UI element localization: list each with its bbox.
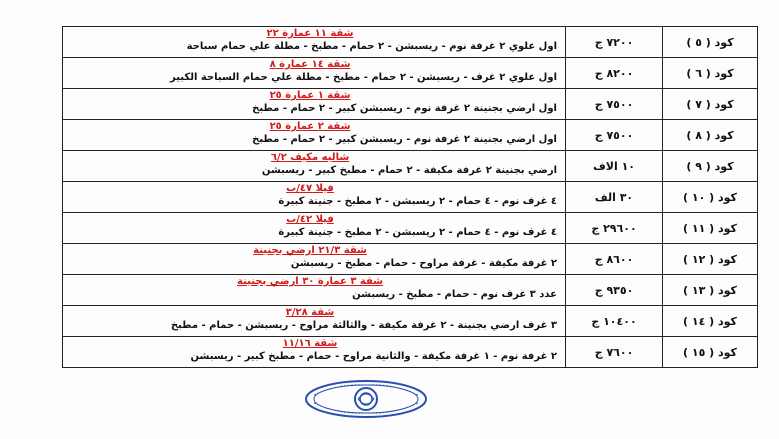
unit-description: ارضي بجنينة ٢ غرفة مكيفة - ٢ حمام - مطبخ كبير - ريسبشن	[261, 165, 557, 176]
unit-price: ١٠٤٠٠ ج	[566, 306, 663, 337]
unit-price: ٣٠ الف	[566, 182, 663, 213]
table-row	[63, 120, 758, 151]
listings-table	[62, 26, 758, 368]
unit-price: ٩٣٥٠ ج	[566, 275, 663, 306]
unit-details	[63, 120, 566, 151]
unit-code: كود ( ١٣ )	[663, 275, 758, 306]
unit-title: فيلا ٤٧/ب	[286, 183, 334, 194]
unit-code: كود ( ١٠ )	[663, 182, 758, 213]
unit-price: ٨٦٠٠ ج	[566, 244, 663, 275]
unit-code: كود ( ١٤ )	[663, 306, 758, 337]
table-row	[63, 58, 758, 89]
unit-description: ٢ غرفة نوم - ١ غرفة مكيفة - والثانية مراوح - حمام - مطبخ كبير - ريسبشن	[190, 351, 557, 362]
company-seal-icon	[300, 377, 432, 421]
unit-description: اول علوي ٢ غرف - ريسبشن - ٢ حمام - مطبخ - مطلة علي حمام السباحة الكبير	[170, 72, 557, 83]
unit-details	[63, 151, 566, 182]
unit-title: شقة ٣/٢٨	[285, 307, 335, 318]
unit-code: كود ( ٦ )	[663, 58, 758, 89]
unit-title: شقة ١٤ عمارة ٨	[269, 59, 351, 70]
unit-details	[63, 306, 566, 337]
table-row	[63, 275, 758, 306]
unit-code: كود ( ٥ )	[663, 27, 758, 58]
table-row	[63, 244, 758, 275]
unit-description: ٤ غرف نوم - ٤ حمام - ٢ ريسبشن - ٢ مطبخ - جنينة كبيرة	[278, 196, 557, 207]
table-row	[63, 337, 758, 368]
table-row	[63, 182, 758, 213]
unit-title: شقة ١١/١٦	[282, 338, 338, 349]
unit-code: كود ( ١٢ )	[663, 244, 758, 275]
unit-details	[63, 213, 566, 244]
unit-details	[63, 58, 566, 89]
unit-description: اول ارضي بجنينة ٢ غرفة نوم - ريسبشن كبير - ٢ حمام - مطبخ	[252, 103, 557, 114]
unit-details	[63, 27, 566, 58]
unit-code: كود ( ١٥ )	[663, 337, 758, 368]
unit-title: شقة ٢ عمارة ٢٥	[269, 121, 351, 132]
unit-details	[63, 182, 566, 213]
unit-price: ٧٥٠٠ ج	[566, 120, 663, 151]
unit-details	[63, 89, 566, 120]
unit-price: ٧٥٠٠ ج	[566, 89, 663, 120]
unit-title: شقة ٣ عمارة ٣٠ ارضي بجنينة	[236, 276, 384, 287]
unit-description: ٤ غرف نوم - ٤ حمام - ٢ ريسبشن - ٢ مطبخ - جنينة كبيرة	[278, 227, 557, 238]
unit-code: كود ( ٧ )	[663, 89, 758, 120]
unit-title: شاليه مكيف ٦/٢	[270, 152, 350, 163]
unit-details	[63, 275, 566, 306]
unit-title: شقة ١ عمارة ٢٥	[269, 90, 351, 101]
unit-code: كود ( ١١ )	[663, 213, 758, 244]
table-row	[63, 213, 758, 244]
unit-price: ٨٢٠٠ ج	[566, 58, 663, 89]
unit-price: ٧٢٠٠ ج	[566, 27, 663, 58]
listings-body	[63, 27, 758, 368]
unit-code: كود ( ٨ )	[663, 120, 758, 151]
unit-title: شقة ١١ عمارة ٢٢	[266, 28, 354, 39]
unit-details	[63, 244, 566, 275]
unit-description: اول ارضي بجنينة ٢ غرفة نوم - ريسبشن كبير - ٢ حمام - مطبخ	[252, 134, 557, 145]
unit-price: ٢٩٦٠٠ ج	[566, 213, 663, 244]
table-row	[63, 306, 758, 337]
unit-title: شقة ٢١/٣ ارضي بجنينة	[253, 245, 367, 256]
table-row	[63, 89, 758, 120]
unit-price: ١٠ الاف	[566, 151, 663, 182]
unit-title: فيلا ٤٢/ب	[286, 214, 334, 225]
unit-description: ٣ غرف ارضي بجنينة - ٢ غرفة مكيفة - والثالثة مراوح - ريسبشن - حمام - مطبخ	[170, 320, 557, 331]
unit-price: ٧٦٠٠ ج	[566, 337, 663, 368]
unit-code: كود ( ٩ )	[663, 151, 758, 182]
unit-details	[63, 337, 566, 368]
table-row	[63, 151, 758, 182]
unit-description: عدد ٣ غرف نوم - حمام - مطبخ - ريسبشن	[352, 289, 557, 300]
unit-description: ٢ غرفة مكيفة - غرفة مراوح - حمام - مطبخ - ريسبشن	[290, 258, 557, 269]
unit-description: اول علوي ٢ غرفة نوم - ريسبشن - ٢ حمام - مطبخ - مطلة علي حمام سباحة	[186, 41, 557, 52]
table-row	[63, 27, 758, 58]
